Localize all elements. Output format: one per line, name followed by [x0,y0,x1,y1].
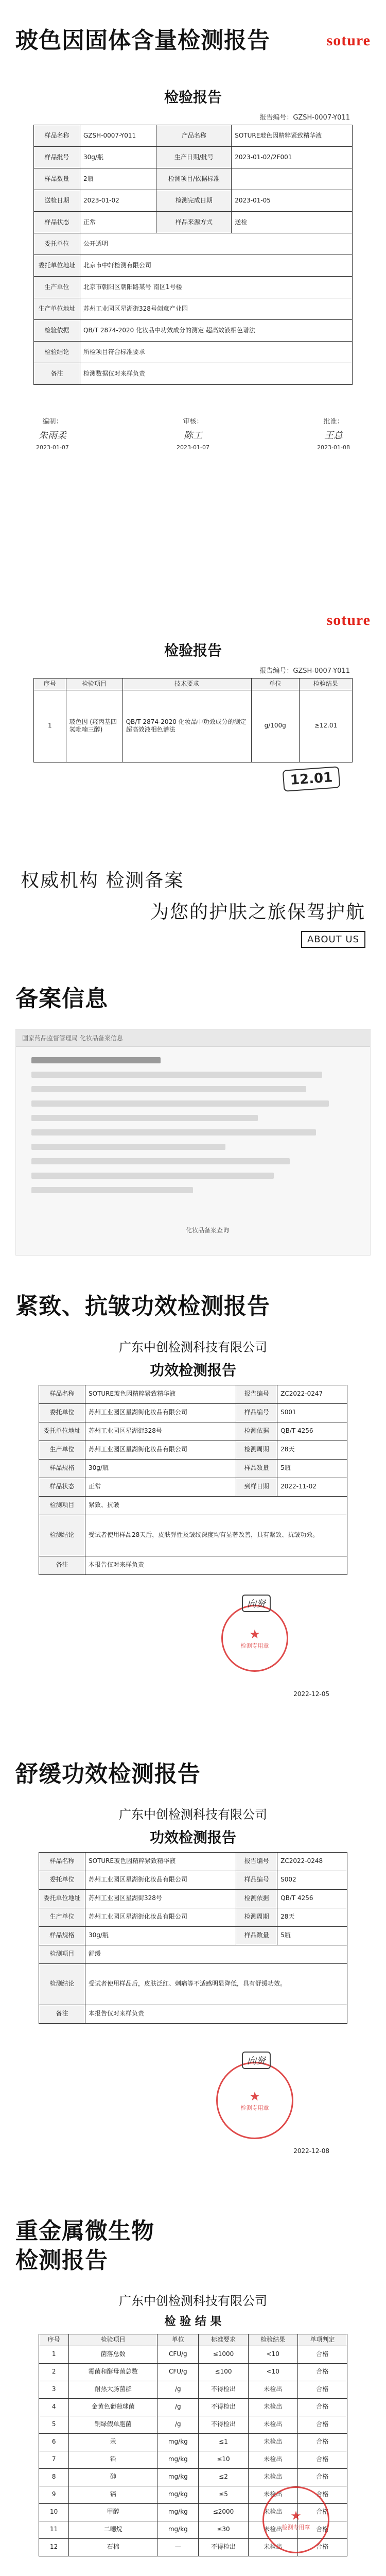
row-value: 30g/瓶 [80,147,156,168]
row-value: 所检项目符合标准要求 [80,342,353,363]
row-value: 苏州工业园区星湖街328号创意产业园 [80,298,353,320]
cell: mg/kg [157,2433,199,2451]
row-value: 正常 [80,212,156,233]
report-1-table [33,125,353,385]
report-1-signatures [15,416,371,451]
table-row [34,255,353,277]
col-header: 单项判定 [297,2334,347,2346]
table-row [34,233,353,255]
row-key: 生产日期/批号 [156,147,232,168]
cell: mg/kg [157,2468,199,2486]
row-key: 样品规格 [39,1926,85,1945]
row-key: 检测完成日期 [156,190,232,212]
table-row [34,147,353,168]
report-1-no: 报告编号：GZSH-0007-Y011 [259,114,350,122]
row-key: 样品名称 [39,1385,85,1403]
row-key: 委托单位地址 [34,255,80,277]
row-key: 到样日期 [236,1478,277,1496]
table-row [34,363,353,385]
row-value: ZC2022-0247 [277,1385,347,1403]
row-value: S001 [277,1403,347,1422]
table-row [39,1515,347,1556]
cell: 铜绿假单胞菌 [69,2416,157,2433]
row-value: 28天 [277,1908,347,1926]
row-key: 检测结论 [39,1963,85,2005]
row-value: 5瓶 [277,1459,347,1478]
table-row [39,1926,347,1945]
table-row [34,125,353,147]
row-value: 北京市朝阳区朝阳路某号 南区1号楼 [80,277,353,298]
cell: 1 [34,690,66,762]
row-value: S002 [277,1871,347,1889]
sig-date: 2023-01-07 [177,444,209,451]
row-key: 检测项目 [39,1496,85,1515]
cell: 汞 [69,2433,157,2451]
report-4-title: 功效检测报告 [149,1828,236,1846]
row-value: 2023-01-05 [232,190,353,212]
cell: 合格 [297,2381,347,2398]
cell: 菌落总数 [69,2346,157,2363]
row-key: 检测依据 [236,1889,277,1908]
report-5 [26,2291,360,2576]
sig-date: 2023-01-07 [36,444,69,451]
table-row [34,320,353,342]
cell: 未检出 [248,2503,297,2521]
table-row [39,1422,347,1440]
row-key: 委托单位地址 [39,1422,85,1440]
cell: <10 [248,2363,297,2381]
cell: 合格 [297,2451,347,2468]
cell: 不得检出 [199,2398,248,2416]
row-value: 本报告仅对来样负责 [85,2005,347,2023]
filing-header: 国家药品监督管理局 化妆品备案信息 [16,1029,370,1047]
row-key: 委托单位地址 [39,1889,85,1908]
brand-logo: soture [326,31,371,49]
table-row [39,2451,347,2468]
row-key: 备注 [39,1556,85,1574]
table-row [39,1496,347,1515]
table-row [39,1963,347,2005]
table-row [39,2416,347,2433]
section-title-heavy-1: 重金属微生物 [15,2217,154,2244]
cell: 6 [39,2433,69,2451]
table-row [39,1889,347,1908]
row-value: 30g/瓶 [85,1926,236,1945]
col-header: 检验结果 [248,2334,297,2346]
cell: /g [157,2398,199,2416]
row-value: 公开透明 [80,233,353,255]
cell: 合格 [297,2433,347,2451]
cell: 合格 [297,2398,347,2416]
row-value: 苏州工业园区星湖街化妆品有限公司 [85,1440,236,1459]
cell: ≤1 [199,2433,248,2451]
cell: 未检出 [248,2451,297,2468]
cell: QB/T 2874-2020 化妆品中功效成分的测定 超高效液相色谱法 [122,690,251,762]
report-3-date: 2022-12-05 [293,1690,329,1698]
cell: 甲醇 [69,2503,157,2521]
report-2-no: 报告编号：GZSH-0007-Y011 [259,667,350,675]
sig-label: 批准： [323,418,344,426]
section-title-filing: 备案信息 [15,986,108,1012]
row-value: 正常 [85,1478,236,1496]
row-key: 报告编号 [236,1385,277,1403]
cell: 合格 [297,2416,347,2433]
cell: 未检出 [248,2521,297,2538]
cell: 12 [39,2538,69,2556]
row-value: 30g/瓶 [85,1459,236,1478]
cell: 合格 [297,2503,347,2521]
cell: 耐热大肠菌群 [69,2381,157,2398]
cell: 未检出 [248,2486,297,2503]
cell: 合格 [297,2486,347,2503]
row-value: 受试者使用样品28天后，皮肤弹性及皱纹深度均有显著改善，具有紧致、抗皱功效。 [85,1515,347,1556]
cell: ≤5 [199,2486,248,2503]
col-header: 序号 [39,2334,69,2346]
cell: 5 [39,2416,69,2433]
col-header: 检验项目 [66,679,122,690]
cell: 未检出 [248,2381,297,2398]
cell: 二噁烷 [69,2521,157,2538]
cell: 2 [39,2363,69,2381]
table-row [34,168,353,190]
cell: ≤2 [199,2468,248,2486]
report-3 [26,1337,360,1728]
cell: ≤10 [199,2451,248,2468]
sig-label: 编制： [42,418,63,426]
cell: 合格 [297,2346,347,2363]
row-key: 样品规格 [39,1459,85,1478]
table-row [39,2433,347,2451]
row-key: 送检日期 [34,190,80,212]
section-title-gu: 玻色因固体含量检测报告 [15,27,270,54]
cell: 4 [39,2398,69,2416]
section-title-anti: 紧致、抗皱功效检测报告 [15,1293,270,1320]
report-5-title: 检 验 结 果 [164,2315,222,2329]
red-seal-stamp: ★ 检测专用章 [221,1605,288,1672]
cell: 合格 [297,2521,347,2538]
row-value: 苏州工业园区星湖街化妆品有限公司 [85,1871,236,1889]
report-5-org: 广东中创检测科技有限公司 [119,2294,267,2309]
row-value: 受试者使用样品后，皮肤泛红、刺痛等不适感明显降低，具有舒缓功效。 [85,1963,347,2005]
cell: 3 [39,2381,69,2398]
row-key: 样品状态 [34,212,80,233]
report-3-title: 功效检测报告 [149,1361,236,1379]
cell: 未检出 [248,2416,297,2433]
cell: 7 [39,2451,69,2468]
cell: 镉 [69,2486,157,2503]
row-value: 苏州工业园区星湖街328号 [85,1422,236,1440]
table-row [39,1459,347,1478]
table-row [39,2005,347,2023]
row-key: 备注 [34,363,80,385]
row-key: 备注 [39,2005,85,2023]
cell: 合格 [297,2363,347,2381]
row-value: 苏州工业园区星湖街化妆品有限公司 [85,1908,236,1926]
table-row [39,2468,347,2486]
table-row [39,2398,347,2416]
brand-logo-2: soture [326,612,371,629]
section-title-heavy-2: 检测报告 [15,2247,108,2274]
report-4-org: 广东中创检测科技有限公司 [119,1807,267,1822]
row-value: 2023-01-02 [80,190,156,212]
row-value: 北京市中轩检测有限公司 [80,255,353,277]
row-key: 产品名称 [156,125,232,147]
row-value [232,168,353,190]
row-key: 委托单位 [34,233,80,255]
cell: mg/kg [157,2521,199,2538]
col-header: 技术要求 [122,679,251,690]
row-key: 样品数量 [34,168,80,190]
signature: 王总 [324,430,343,442]
table-row [39,1403,347,1422]
table-row [39,2363,347,2381]
cell: ≤1000 [199,2346,248,2363]
row-value: 本报告仅对来样负责 [85,1556,347,1574]
cell: 未检出 [248,2468,297,2486]
cell: g/100g [251,690,299,762]
cell: 合格 [297,2468,347,2486]
row-key: 样品批号 [34,147,80,168]
report-4 [26,1804,360,2185]
cell: 8 [39,2468,69,2486]
signature: 朱雨柔 [38,430,66,442]
row-key: 检测周期 [236,1908,277,1926]
table-row [39,1908,347,1926]
row-value: 2023-01-02/2F001 [232,147,353,168]
report-2-table [33,678,353,762]
sig-label: 审核： [183,418,203,426]
row-key: 样品数量 [236,1926,277,1945]
cell: 铅 [69,2451,157,2468]
filing-bars [16,1047,370,1212]
cell: 不得检出 [199,2538,248,2556]
table-row [34,298,353,320]
row-value: 紧致、抗皱 [85,1496,347,1515]
row-value: 2瓶 [80,168,156,190]
row-value: 检测数据仅对来样负责 [80,363,353,385]
cell: 未检出 [248,2433,297,2451]
row-key: 样品名称 [34,125,80,147]
row-key: 检测周期 [236,1440,277,1459]
row-key: 样品编号 [236,1871,277,1889]
row-value: 舒缓 [85,1945,347,1963]
col-header: 序号 [34,679,66,690]
cell: ≤100 [199,2363,248,2381]
row-value: ZC2022-0248 [277,1852,347,1871]
table-row [39,1556,347,1574]
row-value: 2022-11-02 [277,1478,347,1496]
row-key: 生产单位 [34,277,80,298]
table-row [39,2346,347,2363]
row-value: SOTURE玻色因精粹紧致精华液 [232,125,353,147]
cell: 未检出 [248,2398,297,2416]
table-row [39,1440,347,1459]
cell: 11 [39,2521,69,2538]
cell: CFU/g [157,2346,199,2363]
cell: ≤2000 [199,2503,248,2521]
slogan [0,866,386,948]
row-key: 检验依据 [34,320,80,342]
cell: ≤30 [199,2521,248,2538]
table-row [39,1385,347,1403]
filing-qr-label: 化妆品备案查询 [186,1227,230,1234]
row-key: 生产单位 [39,1440,85,1459]
row-value: QB/T 2874-2020 化妆品中功效成分的测定 超高效液相色谱法 [80,320,353,342]
row-key: 检验结论 [34,342,80,363]
cell: 1 [39,2346,69,2363]
cell: <10 [248,2346,297,2363]
slogan-line-1: 权威机构 检测备案 [21,870,184,892]
about-us-tag: ABOUT US [301,931,365,948]
cell: mg/kg [157,2451,199,2468]
table-row [39,1871,347,1889]
row-key: 检测项目/依据标准 [156,168,232,190]
table-row [39,1478,347,1496]
red-seal-stamp: ★ 检测专用章 [262,2486,329,2553]
cell: 9 [39,2486,69,2503]
col-header: 检验结果 [299,679,352,690]
col-header: 标准要求 [199,2334,248,2346]
cell: 石棉 [69,2538,157,2556]
cell: mg/kg [157,2486,199,2503]
report-4-date: 2022-12-08 [293,2147,329,2155]
row-value: SOTURE玻色因精粹紧致精华液 [85,1385,236,1403]
highlight-result: 12.01 [282,766,340,792]
red-seal-stamp: ★ 检测专用章 [216,2062,293,2139]
table-row [39,1852,347,1871]
slogan-line-2: 为您的护肤之旅保驾护航 [150,902,365,923]
cell: mg/kg [157,2503,199,2521]
row-value: 苏州工业园区星湖街化妆品有限公司 [85,1403,236,1422]
row-value: QB/T 4256 [277,1422,347,1440]
section-title-sooth: 舒缓功效检测报告 [15,1760,201,1787]
row-value: QB/T 4256 [277,1889,347,1908]
row-key: 样品名称 [39,1852,85,1871]
row-key: 样品编号 [236,1403,277,1422]
row-key: 生产单位 [39,1908,85,1926]
table-row [39,1945,347,1963]
cell: /g [157,2381,199,2398]
report-2 [15,639,371,835]
cell: 霉菌和酵母菌总数 [69,2363,157,2381]
report-3-org: 广东中创检测科技有限公司 [119,1340,267,1354]
row-value: 28天 [277,1440,347,1459]
report-3-table [39,1385,347,1575]
signature: 陈工 [184,430,202,442]
row-key: 委托单位 [39,1871,85,1889]
table-row [34,277,353,298]
row-key: 样品来源方式 [156,212,232,233]
row-value: 送检 [232,212,353,233]
table-row [34,212,353,233]
col-header: 单位 [251,679,299,690]
sig-date: 2023-01-08 [317,444,350,451]
cell: 不得检出 [199,2416,248,2433]
row-key: 检测结论 [39,1515,85,1556]
row-key: 样品状态 [39,1478,85,1496]
report-2-title: 检验报告 [164,642,222,659]
report-4-table [39,1852,347,2024]
result-value: ≥12.01 [314,722,338,730]
cell: /g [157,2416,199,2433]
cell: — [157,2538,199,2556]
cell: 金黄色葡萄球菌 [69,2398,157,2416]
table-row [34,342,353,363]
cell: 合格 [297,2538,347,2556]
row-key: 生产单位地址 [34,298,80,320]
row-key: 检测依据 [236,1422,277,1440]
cell: 未检出 [248,2538,297,2556]
row-value: 5瓶 [277,1926,347,1945]
cell: 砷 [69,2468,157,2486]
signature-stamp: 向贤 [242,2052,271,2069]
row-key: 报告编号 [236,1852,277,1871]
col-header: 单位 [157,2334,199,2346]
row-key: 委托单位 [39,1403,85,1422]
signature-stamp: 向贤 [242,1595,271,1612]
table-row [34,190,353,212]
col-header: 检验项目 [69,2334,157,2346]
table-row [39,2381,347,2398]
row-key: 检测项目 [39,1945,85,1963]
report-1-title: 检验报告 [164,89,222,106]
cell: CFU/g [157,2363,199,2381]
row-key: 样品数量 [236,1459,277,1478]
row-value: SOTURE玻色因精粹紧致精华液 [85,1852,236,1871]
cell: 不得检出 [199,2381,248,2398]
report-1 [15,86,371,591]
cell [299,690,352,762]
cell: 玻色因 (羟丙基四氢吡喃三醇) [66,690,122,762]
row-value: GZSH-0007-Y011 [80,125,156,147]
cell: 10 [39,2503,69,2521]
filing-screenshot [15,1029,371,1256]
row-value: 苏州工业园区星湖街328号 [85,1889,236,1908]
